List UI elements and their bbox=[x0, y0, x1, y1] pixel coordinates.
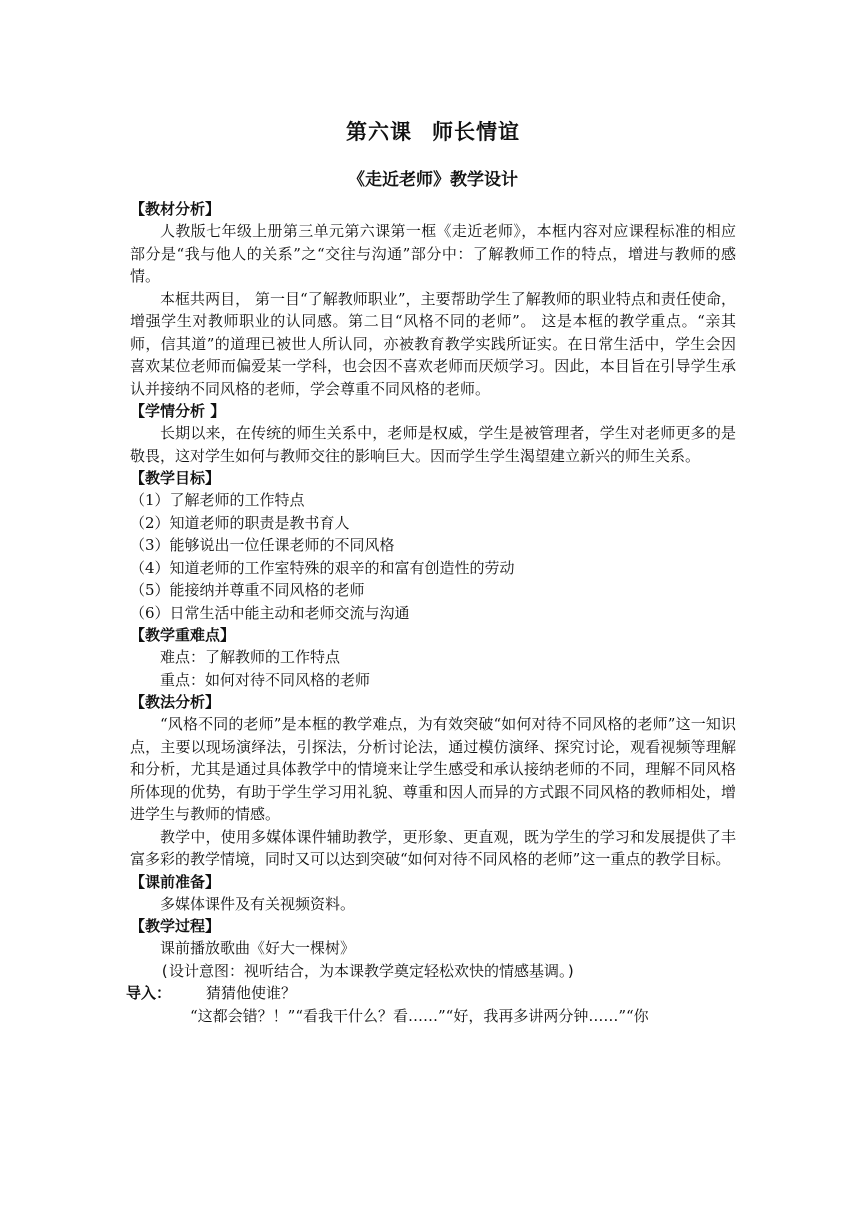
section-heading-goals: 【教学目标】 bbox=[130, 469, 221, 487]
document-page bbox=[126, 100, 736, 1027]
key-point: 重点：如何对待不同风格的老师 bbox=[160, 670, 371, 689]
intro-line bbox=[126, 982, 736, 1005]
intro-label: 导入： bbox=[126, 984, 172, 1002]
section-heading-prep: 【课前准备】 bbox=[130, 872, 221, 891]
process-design-intent: (设计意图：视听结合，为本课教学奠定轻松欢快的情感基调。) bbox=[160, 961, 576, 980]
prep-paragraph: 多媒体课件及有关视频资料。 bbox=[160, 894, 356, 913]
goal-item: （2）知道老师的职责是教书育人 bbox=[130, 513, 350, 532]
lesson-title-number: 第六课 bbox=[346, 120, 412, 144]
section-heading-method: 【教法分析】 bbox=[130, 693, 221, 711]
section-heading-students: 【学情分析 】 bbox=[130, 402, 226, 420]
goal-item: （1）了解老师的工作特点 bbox=[130, 491, 305, 509]
section-heading-textbook: 【教材分析】 bbox=[130, 200, 221, 218]
intro-text: 猜猜他使谁？ bbox=[206, 984, 297, 1002]
section-heading-process: 【教学过程】 bbox=[130, 917, 221, 935]
textbook-paragraph-2: 本框共两目， 第一目“了解教师职业”，主要帮助学生了解教师的职业特点和责任使命，增强学生对教师职业的认同感。第二目“风格不同的老师”。 这是本框的教学重点。“亲其师，信其道”的道理已被世人所认同，亦被教育教学实践所证实。在日常生活中，学生会因喜欢某位老师而偏爱某一学科，也会因不喜欢老师而厌烦学习。因此，本目旨在引导学生承认并接纳不同风格的老师，学会尊重不同风格的老师。 bbox=[130, 289, 736, 398]
method-paragraph-1: “风格不同的老师”是本框的教学难点，为有效突破“如何对待不同风格的老师”这一知识点，主要以现场演绎法，引探法，分析讨论法，通过模仿演绎、探究讨论，观看视频等理解和分析，尤其是通过具体教学中的情境来让学生感受和承认接纳老师的不同，理解不同风格所体现的优势，有助于学生学习用礼貌、尊重和因人而异的方式跟不同风格的教师相处，增进学生与教师的情感。 bbox=[130, 715, 736, 823]
lesson-title-name: 师长情谊 bbox=[432, 120, 520, 144]
lesson-subtitle: 《走近老师》教学设计 bbox=[348, 170, 518, 190]
method-paragraph-2: 教学中，使用多媒体课件辅助教学，更形象、更直观，既为学生的学习和发展提供了丰富多彩的教学情境，同时又可以达到突破“如何对待不同风格的老师”这一重点的教学目标。 bbox=[130, 827, 736, 868]
goal-item: （4）知道老师的工作室特殊的艰辛的和富有创造性的劳动 bbox=[130, 558, 515, 577]
lesson-title bbox=[130, 118, 736, 146]
goal-item: （6）日常生活中能主动和老师交流与沟通 bbox=[130, 603, 410, 622]
section-heading-keypoints: 【教学重难点】 bbox=[130, 626, 236, 644]
goal-item: （5）能接纳并尊重不同风格的老师 bbox=[130, 581, 365, 599]
textbook-paragraph-1: 人教版七年级上册第三单元第六课第一框《走近老师》，本框内容对应课程标准的相应部分是“我与他人的关系”之“交往与沟通”部分中：了解教师工作的特点，增进与教师的感情。 bbox=[130, 222, 736, 285]
difficult-point: 难点：了解教师的工作特点 bbox=[160, 648, 341, 666]
goal-item: （3）能够说出一位任课老师的不同风格 bbox=[130, 536, 395, 554]
process-song-line: 课前播放歌曲《好大一棵树》 bbox=[160, 939, 356, 957]
intro-quote: “这都会错？！”“看我干什么？看……”“好，我再多讲两分钟……”“你 bbox=[190, 1006, 649, 1025]
students-paragraph-1: 长期以来，在传统的师生关系中，老师是权威，学生是被管理者，学生对老师更多的是敬畏，这对学生如何与教师交往的影响巨大。因而学生学生渴望建立新兴的师生关系。 bbox=[130, 424, 736, 465]
